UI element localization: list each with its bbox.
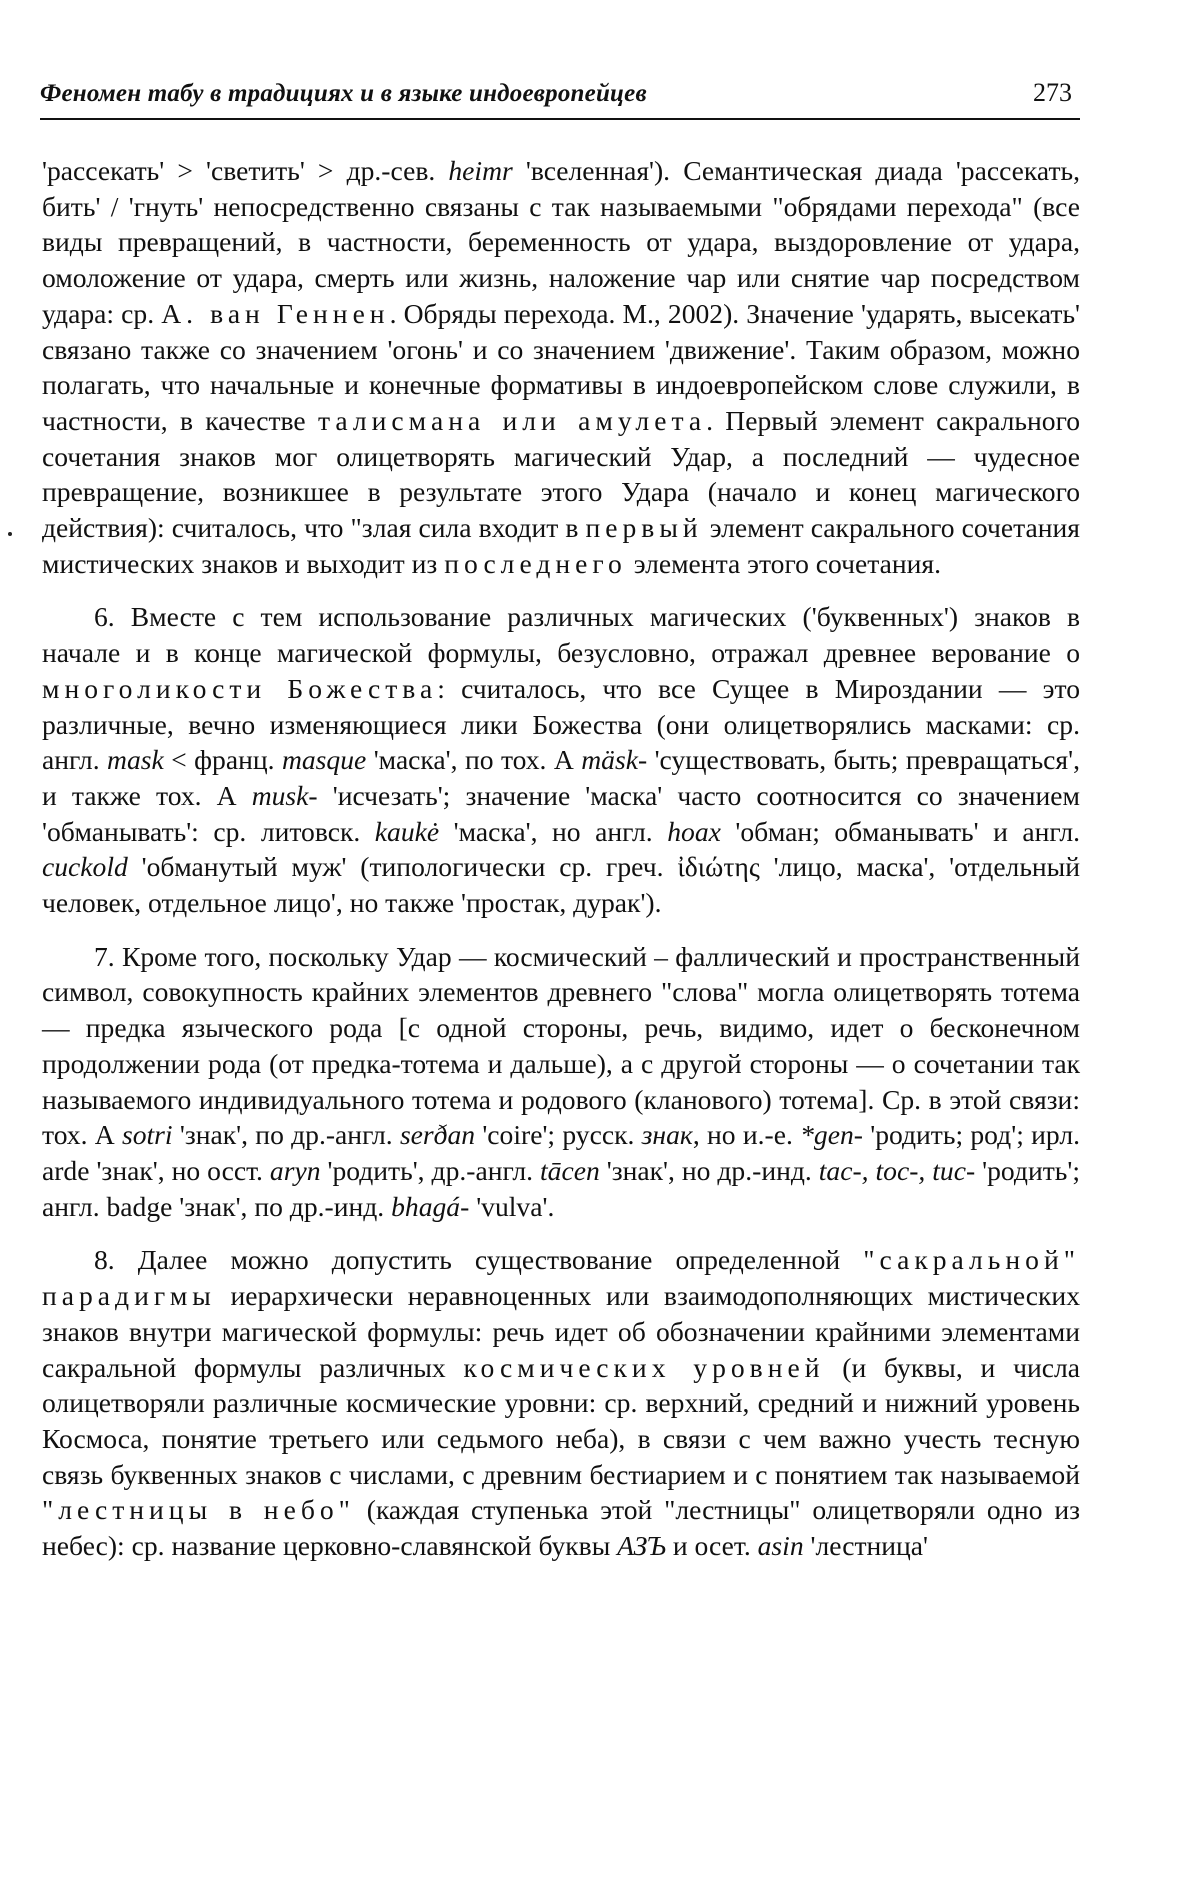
text-run: (и буквы, и числа олицетворяли различные космические уровни: ср. верхний, средний и нижний уровень Космоса, понятие третьего или седьмого неба), в связи с чем важно учесть тесную связь буквенных знаков с числами, с древним бестиарием и с понятием так называемой [42,1351,1080,1490]
page-body [42,153,1080,1564]
spaced-emphasis: талисмана или амулета [318,404,707,436]
italic-term: musk- [251,779,318,811]
spaced-emphasis: первый [585,512,703,544]
spaced-emphasis: А. ван Геннен [161,297,390,329]
text-run: 7. Кроме того, поскольку Удар — космический – фаллический и пространственный символ, совокупность крайних элементов древнего "слова" могла олицетворять тотема — предка языческого рода [с одной стороны, речь, видимо, идет о бесконечном продолжении рода (от предка-тотема и дальше), а с другой стороны — о сочетании так называемого индивидуального тотема и родового (кланового) тотема]. Ср. в этой связи: тох. А [42,940,1080,1151]
italic-term: heimr [448,155,513,186]
text-run: 'обман; обманывать' и англ. [720,815,1080,847]
paragraph-continued [42,153,1080,581]
text-run: 'обманутый муж' (типологически ср. греч. ἰδιώτης 'лицо, маска', 'отдельный человек, отдельное лицо', но также 'простак, дурак'). [42,851,1080,919]
page-header [40,74,1080,120]
italic-term: mäsk- [581,744,648,776]
text-run: 'coire'; русск. [475,1119,642,1151]
italic-term: АЗЪ [617,1530,666,1562]
paragraph-6 [42,599,1080,920]
margin-mark [8,532,12,536]
text-run: и осет. [665,1530,758,1562]
text-run: . Первый элемент сакрального сочетания знаков мог олицетворять магический Удар, а последний — чудесное превращение, возникшее в результате этого Удара (начало и конец магического действия): считалось, что "злая сила входит в [42,404,1081,544]
text-run: 6. Вместе с тем использование различных магических ('буквенных') знаков в начале и в конце магической формулы, безусловно, отражал древнее верование о [42,601,1080,669]
paragraph-8 [42,1242,1080,1563]
italic-term: asin [757,1530,804,1562]
paragraph-7 [42,939,1080,1225]
text-run: 'знак', по др.-англ. [172,1119,400,1151]
italic-term: serðan [399,1119,476,1151]
italic-term: bhagá- [391,1190,470,1222]
italic-term: mask [107,744,164,776]
text-run: (каждая ступенька этой "лестницы" олицетворяли одно из небес): ср. название церковно-славянской буквы [42,1494,1080,1562]
text-run: 'знак', но др.-инд. [599,1154,819,1186]
spaced-emphasis: последнего [444,547,627,579]
italic-term: hoax [667,815,721,847]
spaced-emphasis: "сакральной" парадигмы [42,1244,1080,1312]
spaced-emphasis: многоликости Божества [42,672,438,704]
spaced-emphasis: "лестницы в небо" [42,1494,355,1526]
text-run: 'родить', др.-англ. [320,1154,541,1186]
italic-term: kaukė [374,815,440,847]
italic-term: знак [641,1119,693,1151]
text-run: элемента этого сочетания. [626,547,941,579]
spaced-emphasis: космических уровней [463,1351,825,1383]
text-run: 8. Далее можно допустить существование определенной [94,1244,864,1276]
text-run: 'родить'; англ. badge 'знак', по др.-инд. [42,1154,1080,1222]
text-run: иерархически неравноценных или взаимодополняющих мистических знаков внутри магической формулы: речь идет об обозначении крайними элементами сакральной формулы различных [42,1280,1080,1383]
text-run: элемент сакрального сочетания мистических знаков и выходит из [42,512,1080,579]
text-run: 'vulva'. [469,1190,555,1222]
text-run: 'существовать, быть; превращаться', и также тох. А [42,744,1080,811]
italic-term: tac-, toc-, tuc- [818,1154,976,1186]
italic-term: cuckold [42,851,128,883]
text-run: 'лестница' [803,1530,929,1562]
running-title: Феномен табу в традициях и в языке индоевропейцев [40,80,647,107]
text-run: , но и.-е. [692,1119,801,1151]
italic-term: masque [281,744,367,776]
italic-term: *gen- [800,1119,863,1151]
italic-term: sotri [121,1119,173,1151]
text-run: 'маска', но англ. [439,815,668,847]
italic-term: aryn [269,1154,321,1186]
text-run: . Обряды перехода. М., 2002). Значение 'ударять, высекать' связано также со значением 'огонь' и со значением 'движение'. Таким образом, можно полагать, что начальные и конечные формативы в индоевропейском слове служили, в частности, в качестве [42,297,1081,436]
text-run: 'родить; род'; ирл. arde 'знак', но осст. [42,1119,1080,1186]
text-run: 'вселенная'). Семантическая диада 'рассекать, бить' / 'гнуть' непосредственно связаны с так называемыми "обрядами перехода" (все виды превращений, в частности, беременность от удара, выздоровление от удара, омоложение от удара, смерть или жизнь, наложение чар или снятие чар посредством удара: ср. [42,155,1080,329]
italic-term: tācen [540,1154,600,1186]
text-run: < франц. [163,744,282,776]
page-number: 273 [1033,78,1072,107]
text-run: 'рассекать' > 'светить' > др.-сев. [42,155,449,186]
text-run: : считалось, что все Сущее в Мироздании — это различные, вечно изменяющиеся лики Божества (они олицетворялись масками: ср. англ. [42,672,1080,776]
text-run: 'исчезать'; значение 'маска' часто соотносится со значением 'обманывать': ср. литовск. [42,779,1080,847]
text-run: 'маска', по тох. А [366,744,582,776]
